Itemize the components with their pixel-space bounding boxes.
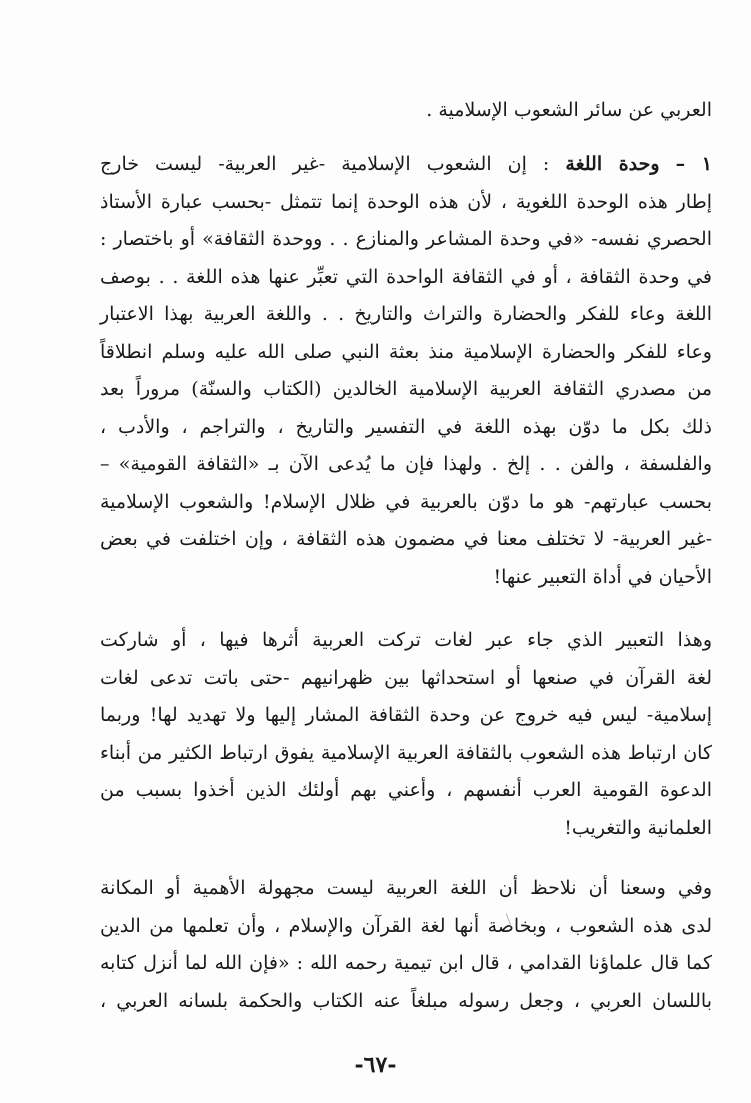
paragraph-line: باللسان العربي ، وجعل رسوله مبلغاً عنه الكتاب والحكمة بلسانه العربي ، [100,989,712,1012]
paragraph-line: كان ارتباط هذه الشعوب بالثقافة العربية الإسلامية يفوق ارتباط الكثير من أبناء [100,741,712,764]
paragraph-line: وعاء للفكر والحضارة الإسلامية منذ بعثة النبي صلى الله عليه وسلم انطلاقاً [100,340,712,363]
intro-line: العربي عن سائر الشعوب الإسلامية . [426,99,712,121]
section-number: ١ – [675,153,712,175]
paragraph-line: -غير العربية- لا تختلف معنا في مضمون هذه الثقافة ، وإن اختلفت في بعض [100,528,712,550]
paragraph-line: الأحيان في أداة التعبير عنها! [493,565,712,588]
paragraph-line: اللغة وعاء للفكر والحضارة والتراث والتاريخ . . واللغة العربية بهذا الاعتبار [100,303,712,325]
paragraph-line: إسلامية- ليس فيه خروج عن وحدة الثقافة المشار إليها ولا تهديد لها! وربما [100,704,712,726]
page-number: -٦٧- [354,1052,397,1078]
paragraph-line [100,146,712,184]
paragraph-line: وفي وسعنا أن نلاحظ أن اللغة العربية ليست مجهولة الأهمية أو المكانة [100,877,712,899]
paragraph-text: : إن الشعوب الإسلامية -غير العربية- ليست خارج [100,153,550,175]
paragraph-line: لغة القرآن في صنعها أو استحداثها بين ظهرانيهم -حتى باتت تدعى لغات [100,666,712,689]
paragraph-line: إطار هذه الوحدة اللغوية ، لأن هذه الوحدة إنما تتمثل -بحسب عبارة الأستاذ [100,190,712,213]
paragraph-line: العلمانية والتغريب! [564,816,712,839]
paragraph-line: بحسب عبارتهم- هو ما دوّن بالعربية في ظلال الإسلام! والشعوب الإسلامية [100,490,712,513]
paragraph-line: في وحدة الثقافة ، أو في الثقافة الواحدة التي تعبِّر عنها هذه اللغة . . بوصف [100,265,712,288]
paragraph-line: لدى هذه الشعوب ، وبخاصة أنها لغة القرآن والإسلام ، وأن تعلمها من الدين [100,914,712,937]
paragraph-line: كما قال علماؤنا القدامي ، قال ابن تيمية رحمه الله : «فإن الله لما أنزل كتابه [100,952,712,974]
paragraph-line: الحصري نفسه- «في وحدة المشاعر والمنازع . . ووحدة الثقافة» أو باختصار : [100,228,712,250]
section-title: وحدة اللغة [565,153,660,175]
intro-block [100,92,712,130]
paragraph-language-unity [100,146,712,596]
paragraph-line: من مصدري الثقافة العربية الإسلامية الخالدين (الكتاب والسنّة) مروراً بعد [100,378,712,400]
paragraph-line: وهذا التعبير الذي جاء عبر لغات تركت العربية أثرها فيها ، أو شاركت [100,629,712,651]
paragraph-line: والفلسفة ، والفن . . إلخ . ولهذا فإن ما يُدعى الآن بـ «الثقافة القومية» – [100,453,712,475]
paragraph-arabic-importance [100,870,712,1020]
paragraph-line: ذلك بكل ما دوّن بهذه اللغة في التفسير والتاريخ ، والتراجم ، والأدب ، [100,415,712,438]
paragraph-line: الدعوة القومية العرب أنفسهم ، وأعني بهم أولئك الذين أخذوا بسبب من [100,779,712,801]
paragraph-expression [100,622,712,847]
